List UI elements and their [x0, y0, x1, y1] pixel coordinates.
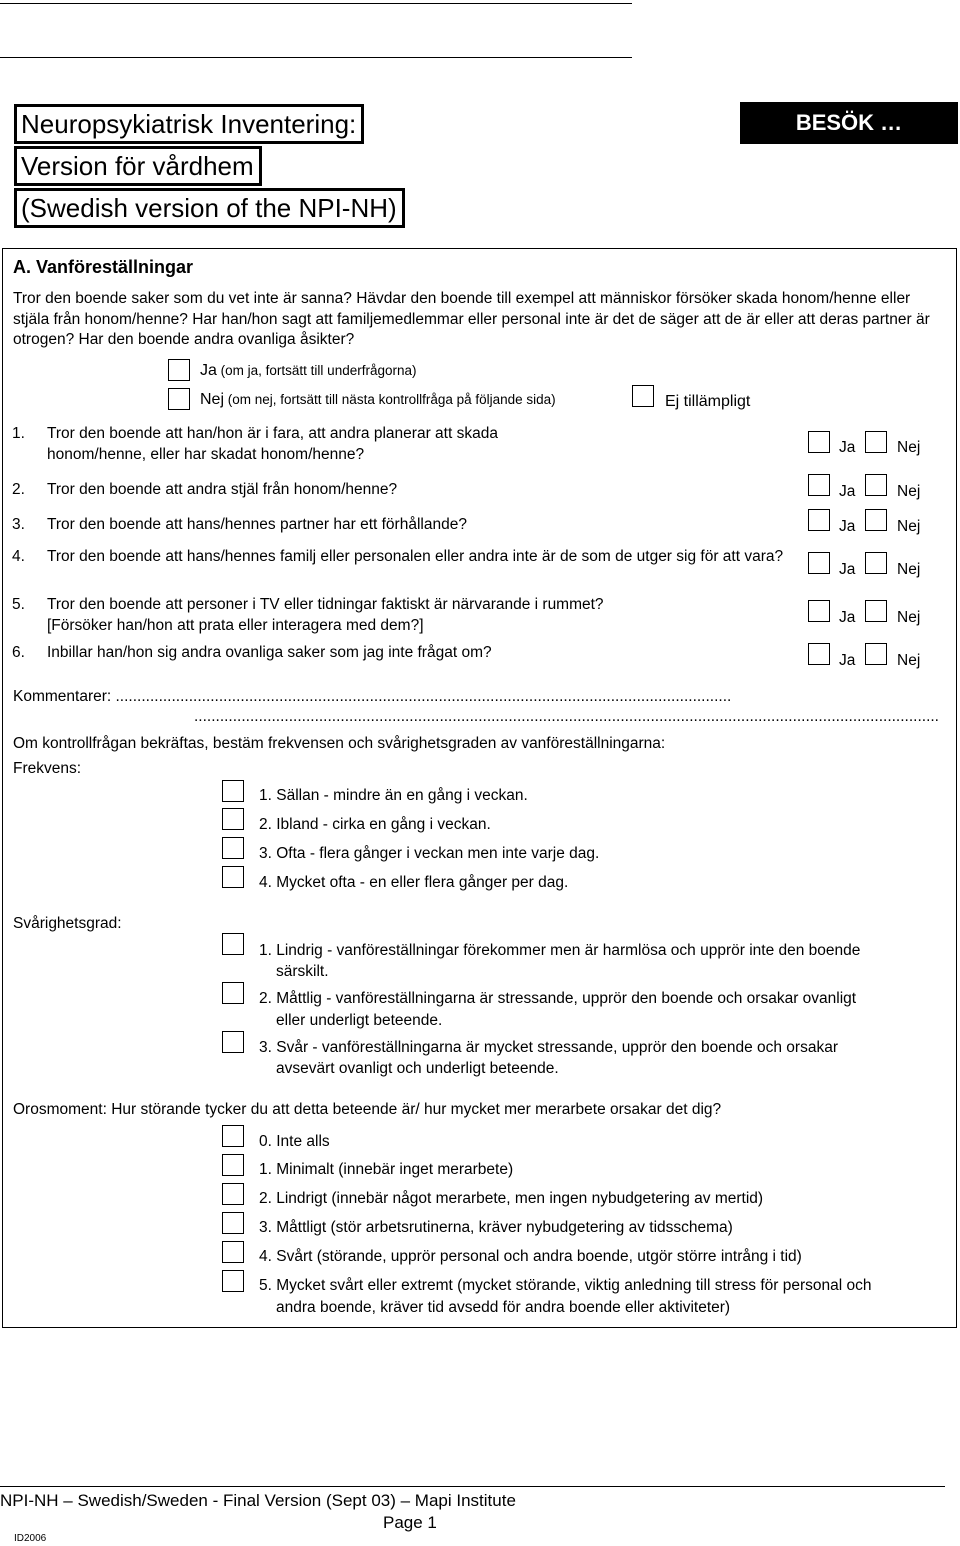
screen-no-note: (om nej, fortsätt till nästa kontrollfråga på följande sida) [224, 392, 556, 407]
screen-no-checkbox[interactable] [168, 388, 190, 410]
severity-1-checkbox[interactable] [222, 933, 244, 955]
screen-no-text [200, 391, 556, 409]
disruptiveness-4-text: 4. Svårt (störande, upprör personal och andra boende, utgör större intrång i tid) [259, 1248, 802, 1265]
comments-line-1[interactable]: Kommentarer: ............................................................................................................................................... [13, 688, 732, 705]
disruptiveness-5-line-1: 5. Mycket svårt eller extremt (mycket störande, viktig anledning till stress för personal och [259, 1277, 872, 1294]
q6-no-label: Nej [897, 652, 921, 669]
question-3-num: 3. [12, 516, 25, 533]
q3-yes-label: Ja [839, 518, 856, 535]
disruptiveness-4-checkbox[interactable] [222, 1241, 244, 1263]
screen-yes-text [200, 362, 417, 380]
footer-rule [0, 1486, 945, 1487]
q6-yes-label: Ja [839, 652, 856, 669]
title-line-3: (Swedish version of the NPI-NH) [14, 188, 405, 228]
footer-page: Page 1 [383, 1513, 437, 1532]
section-intro: Tror den boende saker som du vet inte är sanna? Hävdar den boende till exempel att människor försöker skada honom/henne eller stjäla från honom/henne? Har han/hon sagt att familjemedlemmar eller personal inte är det de säger att de är eller att deras partner är otrogen? Har den boende andra ovanliga åsikter? [13, 290, 930, 348]
q3-yes-checkbox[interactable] [808, 509, 830, 531]
question-6-num: 6. [12, 644, 25, 661]
disruptiveness-1-text: 1. Minimalt (innebär inget merarbete) [259, 1161, 514, 1178]
disruptiveness-2-checkbox[interactable] [222, 1183, 244, 1205]
disruptiveness-5-checkbox[interactable] [222, 1270, 244, 1292]
question-1-num: 1. [12, 425, 25, 442]
footer-version: NPI-NH – Swedish/Sweden - Final Version (Sept 03) – Mapi Institute [0, 1491, 516, 1510]
visit-box [740, 102, 958, 144]
frequency-1-text: 1. Sällan - mindre än en gång i veckan. [259, 787, 528, 804]
frequency-label: Frekvens: [13, 760, 82, 777]
frequency-4-text: 4. Mycket ofta - en eller flera gånger per dag. [259, 874, 569, 891]
comments-line-2[interactable]: ............................................................................................................................................................................. [193, 708, 939, 725]
disruptiveness-label: Orosmoment: Hur störande tycker du att detta beteende är/ hur mycket mer merarbete orsakar det dig? [13, 1101, 722, 1118]
q4-no-checkbox[interactable] [865, 552, 887, 574]
screen-na-checkbox[interactable] [632, 385, 654, 407]
severity-2-checkbox[interactable] [222, 982, 244, 1004]
q5-yes-label: Ja [839, 609, 856, 626]
question-5-num: 5. [12, 596, 25, 613]
severity-3-line-2: avsevärt ovanligt och underligt beteende. [276, 1060, 559, 1077]
screen-yes-note: (om ja, fortsätt till underfrågorna) [216, 363, 417, 378]
frequency-3-checkbox[interactable] [222, 837, 244, 859]
disruptiveness-2-text: 2. Lindrigt (innebär något merarbete, men ingen nybudgetering av mertid) [259, 1190, 764, 1207]
frequency-3-text: 3. Ofta - flera gånger i veckan men inte varje dag. [259, 845, 600, 862]
q6-yes-checkbox[interactable] [808, 643, 830, 665]
severity-1-line-2: särskilt. [276, 963, 329, 980]
severity-label: Svårighetsgrad: [13, 915, 122, 932]
footer-id: ID2006 [14, 1533, 47, 1544]
frequency-1-checkbox[interactable] [222, 780, 244, 802]
q5-no-checkbox[interactable] [865, 600, 887, 622]
title-line-1: Neuropsykiatrisk Inventering: [14, 104, 364, 144]
frequency-4-checkbox[interactable] [222, 866, 244, 888]
disruptiveness-1-checkbox[interactable] [222, 1154, 244, 1176]
disruptiveness-5-line-2: andra boende, kräver tid avsedd för andra boende eller aktiviteter) [276, 1299, 731, 1316]
question-2-text: Tror den boende att andra stjäl från honom/henne? [47, 481, 398, 498]
q3-no-label: Nej [897, 518, 921, 535]
q1-yes-checkbox[interactable] [808, 431, 830, 453]
severity-3-checkbox[interactable] [222, 1031, 244, 1053]
q4-no-label: Nej [897, 561, 921, 578]
q2-yes-label: Ja [839, 483, 856, 500]
q1-no-label: Nej [897, 439, 921, 456]
q5-no-label: Nej [897, 609, 921, 626]
q1-yes-label: Ja [839, 439, 856, 456]
screen-no-label: Nej [200, 391, 225, 408]
screen-yes-checkbox[interactable] [168, 359, 190, 381]
instruction-text: Om kontrollfrågan bekräftas, bestäm frekvensen och svårighetsgraden av vanföreställningarna: [13, 735, 666, 752]
q5-yes-checkbox[interactable] [808, 600, 830, 622]
question-5-text: Tror den boende att personer i TV eller tidningar faktiskt är närvarande i rummet? [Försöker han/hon att prata eller interagera med dem?] [47, 596, 604, 634]
severity-2-line-1: 2. Måttlig - vanföreställningarna är stressande, upprör den boende och orsakar ovanligt [259, 990, 857, 1007]
screen-na-label: Ej tillämpligt [665, 393, 751, 410]
screen-yes-label: Ja [200, 362, 217, 379]
q2-no-label: Nej [897, 483, 921, 500]
question-1-text: Tror den boende att han/hon är i fara, att andra planerar att skada honom/henne, eller har skadat honom/henne? [47, 425, 498, 463]
visit-label: BESÖK … [795, 110, 903, 135]
disruptiveness-0-checkbox[interactable] [222, 1125, 244, 1147]
severity-3-line-1: 3. Svår - vanföreställningarna är mycket stressande, upprör den boende och orsakar [259, 1039, 838, 1056]
disruptiveness-3-checkbox[interactable] [222, 1212, 244, 1234]
question-3-text: Tror den boende att hans/hennes partner har ett förhållande? [47, 516, 467, 533]
disruptiveness-3-text: 3. Måttligt (stör arbetsrutinerna, kräver nybudgetering av tidsschema) [259, 1219, 733, 1236]
severity-2-line-2: eller underligt beteende. [276, 1012, 443, 1029]
question-4-text: Tror den boende att hans/hennes familj eller personalen eller andra inte är de som de utger sig för att vara? [47, 548, 784, 565]
q2-yes-checkbox[interactable] [808, 474, 830, 496]
frequency-2-text: 2. Ibland - cirka en gång i veckan. [259, 816, 491, 833]
q1-no-checkbox[interactable] [865, 431, 887, 453]
q6-no-checkbox[interactable] [865, 643, 887, 665]
question-4-num: 4. [12, 548, 25, 565]
q3-no-checkbox[interactable] [865, 509, 887, 531]
title-line-2: Version för vårdhem [14, 146, 262, 186]
question-2-num: 2. [12, 481, 25, 498]
q4-yes-label: Ja [839, 561, 856, 578]
severity-1-line-1: 1. Lindrig - vanföreställningar förekommer men är harmlösa och upprör inte den boende [259, 942, 861, 959]
q2-no-checkbox[interactable] [865, 474, 887, 496]
section-heading: A. Vanföreställningar [13, 257, 194, 277]
top-rule-2 [0, 57, 632, 58]
frequency-2-checkbox[interactable] [222, 808, 244, 830]
question-6-text: Inbillar han/hon sig andra ovanliga saker som jag inte frågat om? [47, 644, 492, 661]
disruptiveness-0-text: 0. Inte alls [259, 1133, 330, 1150]
q4-yes-checkbox[interactable] [808, 552, 830, 574]
top-rule-1 [0, 3, 632, 4]
